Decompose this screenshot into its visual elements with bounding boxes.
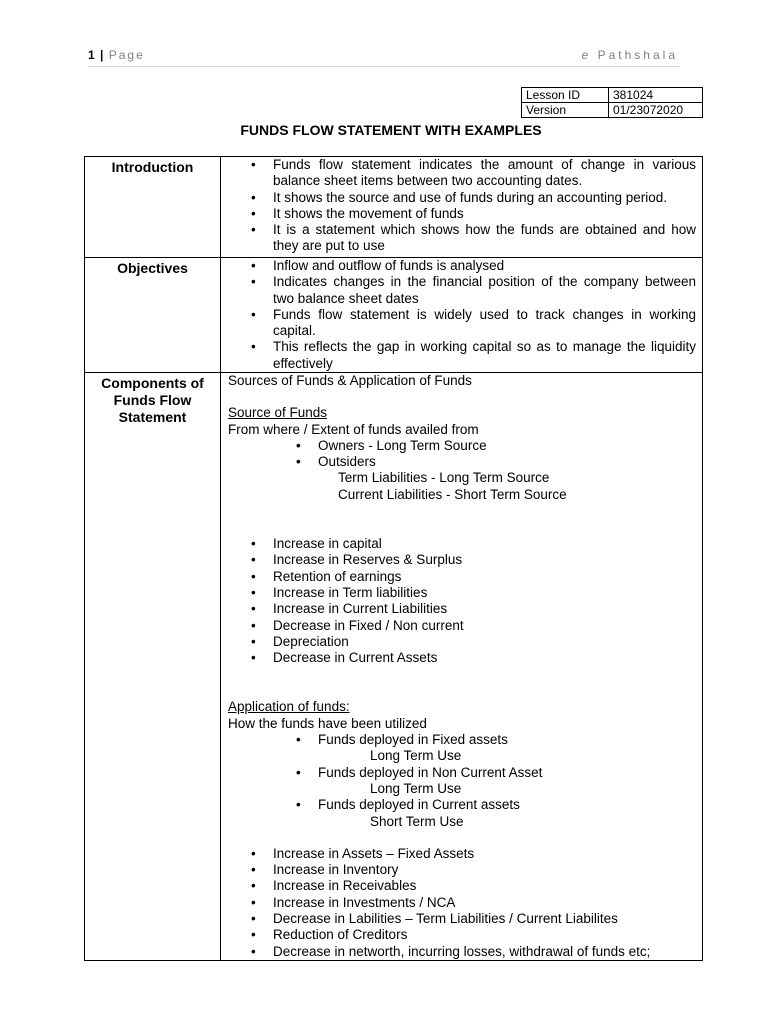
content-table: [84, 156, 703, 961]
source-items-list: [228, 536, 696, 666]
list-item: • Funds deployed in Current assets: [228, 797, 696, 813]
lesson-id-value: 381024: [609, 88, 703, 103]
brand-name: Pathshala: [597, 48, 678, 62]
source-subheading: From where / Extent of funds availed from: [228, 421, 479, 437]
source-current-line: Current Liabilities - Short Term Source: [338, 486, 567, 502]
list-item: • It shows the source and use of funds during an accounting period.: [228, 190, 696, 206]
list-item: • It shows the movement of funds: [228, 206, 696, 222]
list-item: • Increase in capital: [228, 536, 696, 552]
list-item: • Increase in Inventory: [228, 862, 696, 878]
list-item: • Decrease in Labilities – Term Liabilities / Current Liabilites: [228, 911, 696, 927]
document-title: FUNDS FLOW STATEMENT WITH EXAMPLES: [240, 122, 542, 138]
version-value: 01/23072020: [609, 103, 703, 118]
list-item: • Outsiders: [228, 454, 696, 470]
list-item: • Funds deployed in Non Current Asset: [228, 765, 696, 781]
use-term: Long Term Use: [370, 780, 462, 796]
source-types-list: [228, 438, 696, 471]
application-uses-list: [228, 732, 696, 748]
brand-prefix: e: [581, 48, 592, 62]
list-item: • Reduction of Creditors: [228, 927, 696, 943]
list-item: • Owners - Long Term Source: [228, 438, 696, 454]
list-item: • Depreciation: [228, 634, 696, 650]
application-uses-list: [228, 765, 696, 781]
list-item: • Decrease in Fixed / Non current: [228, 618, 696, 634]
list-item: • This reflects the gap in working capital so as to manage the liquidity effectively: [228, 339, 696, 372]
list-item: • Increase in Reserves & Surplus: [228, 552, 696, 568]
header-separator: |: [100, 48, 104, 62]
introduction-list: [228, 157, 696, 255]
list-item: • Inflow and outflow of funds is analysed: [228, 258, 696, 274]
list-item: • Decrease in networth, incurring losses, withdrawal of funds etc;: [228, 944, 696, 960]
components-label-line: Statement: [118, 409, 187, 425]
application-uses-list: [228, 797, 696, 813]
list-item: • Funds flow statement is widely used to track changes in working capital.: [228, 307, 696, 340]
introduction-content: [222, 157, 702, 255]
list-item: • Increase in Current Liabilities: [228, 601, 696, 617]
version-label: Version: [522, 103, 609, 118]
brand-label: [582, 48, 678, 62]
use-term: Short Term Use: [370, 813, 464, 829]
lesson-info-table: [521, 87, 703, 118]
components-content: [222, 373, 702, 960]
components-row: [85, 373, 702, 960]
objectives-content: [222, 258, 702, 372]
page-header: [88, 48, 680, 67]
list-item: • Retention of earnings: [228, 569, 696, 585]
list-item: • Indicates changes in the financial position of the company between two balance sheet dates: [228, 274, 696, 307]
introduction-row: [85, 157, 702, 258]
application-items-list: [228, 846, 696, 960]
page-number-label: [88, 48, 145, 62]
list-item: • Increase in Term liabilities: [228, 585, 696, 601]
list-item: • It is a statement which shows how the funds are obtained and how they are put to use: [228, 222, 696, 255]
lesson-id-label: Lesson ID: [522, 88, 609, 103]
list-item: • Increase in Receivables: [228, 878, 696, 894]
source-term-line: Term Liabilities - Long Term Source: [338, 470, 550, 486]
components-label-line: Components of: [101, 375, 204, 391]
use-term: Long Term Use: [370, 748, 462, 764]
components-label-line: Funds Flow: [113, 392, 192, 408]
application-heading: Application of funds:: [228, 699, 350, 715]
list-item: • Decrease in Current Assets: [228, 650, 696, 666]
list-item: • Funds flow statement indicates the amount of change in various balance sheet items between two accounting dates.: [228, 157, 696, 190]
lesson-info-row: [522, 103, 703, 118]
source-heading: Source of Funds: [228, 405, 328, 421]
introduction-label: Introduction: [85, 157, 221, 257]
lesson-info-row: [522, 88, 703, 103]
page-word: Page: [108, 48, 145, 62]
objectives-label: Objectives: [85, 258, 221, 372]
list-item: • Funds deployed in Fixed assets: [228, 732, 696, 748]
application-subheading: How the funds have been utilized: [228, 715, 427, 731]
components-label: [85, 373, 221, 960]
objectives-list: [228, 258, 696, 372]
list-item: • Increase in Assets – Fixed Assets: [228, 846, 696, 862]
components-intro: Sources of Funds & Application of Funds: [228, 373, 472, 388]
page-number: 1: [88, 48, 95, 62]
objectives-row: [85, 258, 702, 373]
list-item: • Increase in Investments / NCA: [228, 895, 696, 911]
